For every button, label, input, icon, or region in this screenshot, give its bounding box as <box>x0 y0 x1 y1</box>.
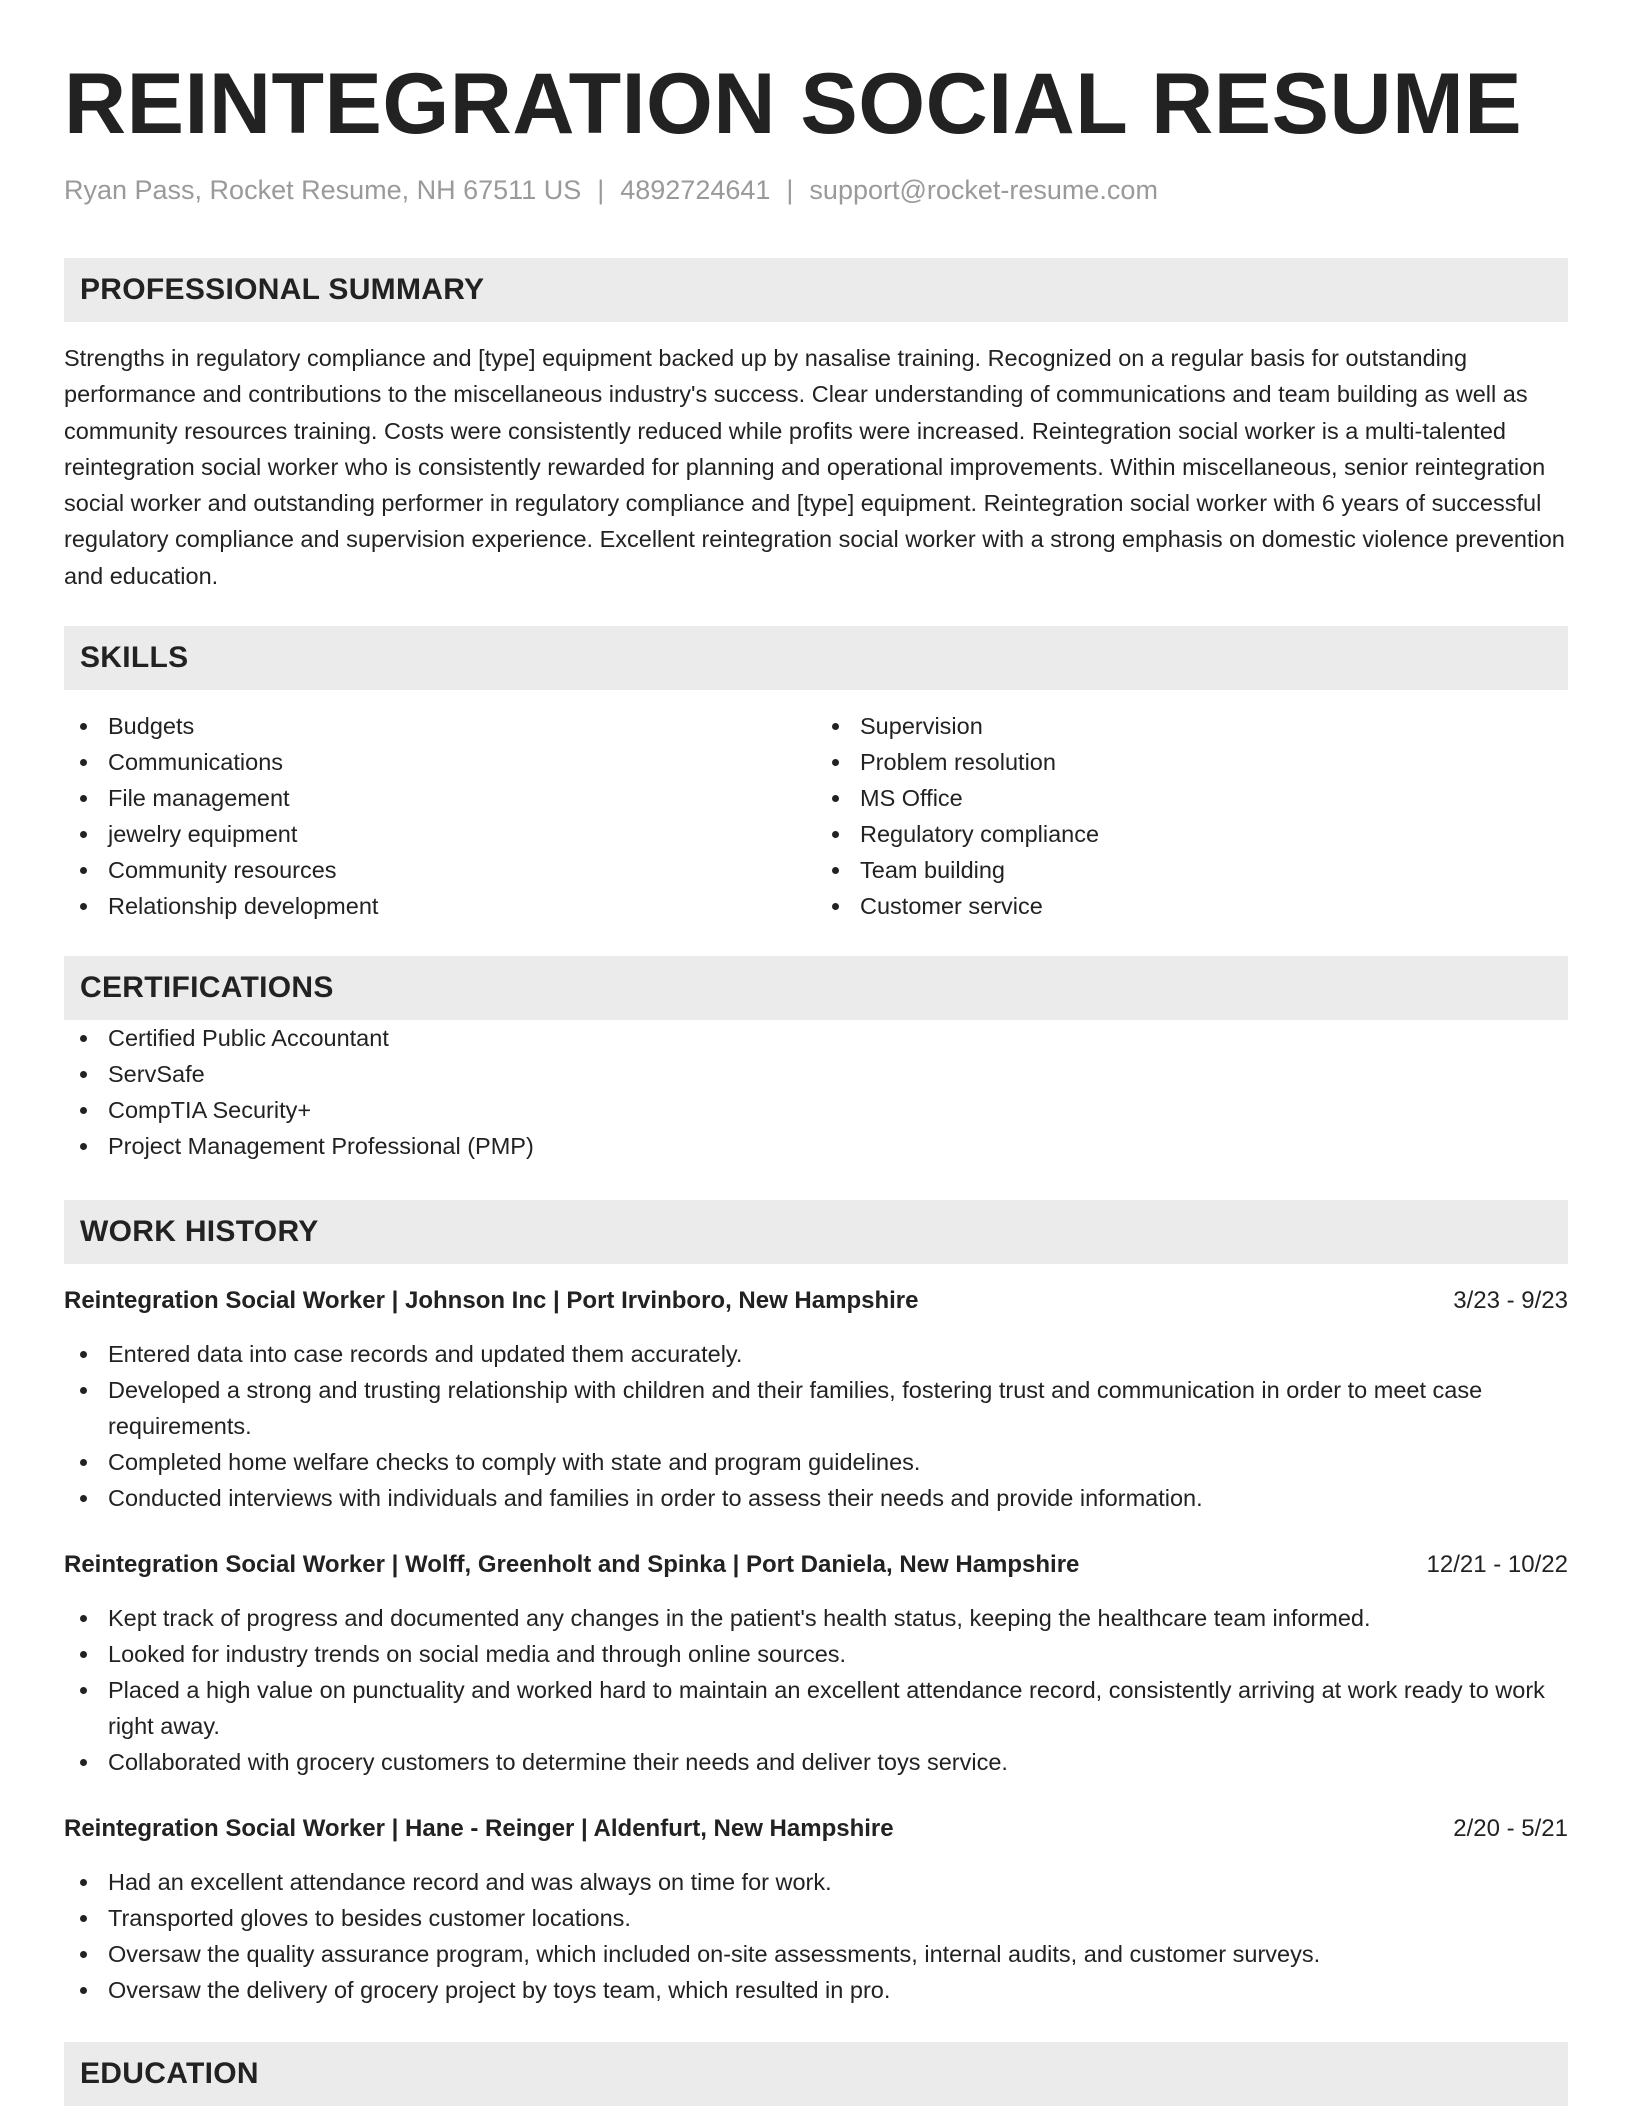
job-dates: 2/20 - 5/21 <box>1453 1815 1568 1843</box>
skills-column-right <box>816 708 1568 924</box>
job-header <box>64 1548 1568 1582</box>
section-header-work-history: WORK HISTORY <box>64 1200 1568 1264</box>
skill-item: Communications <box>64 744 816 780</box>
certification-item: Certified Public Accountant <box>64 1020 1568 1056</box>
job-header <box>64 1284 1568 1318</box>
job-duties <box>64 1864 1568 2008</box>
job-duty: Conducted interviews with individuals and families in order to assess their needs and provide information. <box>64 1480 1568 1516</box>
summary-text: Strengths in regulatory compliance and [type] equipment backed up by nasalise training. Recognized on a regular basis for outstanding performance and contributions to the miscellaneous industry's success. Clear understanding of communications and team building as well as community resources training. Costs were consistently reduced while profits were increased. Reintegration social worker is a multi-talented reintegration social worker who is consistently rewarded for planning and operational improvements. Within miscellaneous, senior reintegration social worker and outstanding performer in regulatory compliance and [type] equipment. Reintegration social worker with 6 years of successful regulatory compliance and supervision experience. Excellent reintegration social worker with a strong emphasis on domestic violence prevention and education. <box>64 345 1565 589</box>
job-duty: Transported gloves to besides customer locations. <box>64 1900 1568 1936</box>
job-dates: 3/23 - 9/23 <box>1453 1287 1568 1315</box>
skills-column-left <box>64 708 816 924</box>
contact-separator: | <box>786 175 794 205</box>
certifications-list <box>64 1020 1568 1164</box>
skills-list <box>64 708 1568 924</box>
skill-item: MS Office <box>816 780 1568 816</box>
certification-item: Project Management Professional (PMP) <box>64 1128 1568 1164</box>
job-entry <box>64 1548 1568 1780</box>
contact-separator: | <box>597 175 605 205</box>
job-dates: 12/21 - 10/22 <box>1426 1551 1568 1579</box>
skill-item: Relationship development <box>64 888 816 924</box>
job-duty: Collaborated with grocery customers to determine their needs and deliver toys service. <box>64 1744 1568 1780</box>
skill-item: File management <box>64 780 816 816</box>
section-header-education: EDUCATION <box>64 2042 1568 2106</box>
job-entry <box>64 1812 1568 2008</box>
skill-item: Customer service <box>816 888 1568 924</box>
certification-item: ServSafe <box>64 1056 1568 1092</box>
job-header <box>64 1812 1568 1846</box>
contact-phone: 4892724641 <box>620 175 771 205</box>
skill-item: Budgets <box>64 708 816 744</box>
skill-item: Regulatory compliance <box>816 816 1568 852</box>
job-duty: Kept track of progress and documented any changes in the patient's health status, keeping the healthcare team informed. <box>64 1600 1568 1636</box>
job-duty: Placed a high value on punctuality and worked hard to maintain an excellent attendance record, consistently arriving at work ready to work right away. <box>64 1672 1568 1744</box>
job-duty: Looked for industry trends on social media and through online sources. <box>64 1636 1568 1672</box>
resume-title: REINTEGRATION SOCIAL RESUME <box>64 56 1523 152</box>
job-duties <box>64 1600 1568 1780</box>
section-header-certifications: CERTIFICATIONS <box>64 956 1568 1020</box>
job-duty: Oversaw the quality assurance program, which included on-site assessments, internal audits, and customer surveys. <box>64 1936 1568 1972</box>
skill-item: jewelry equipment <box>64 816 816 852</box>
job-duty: Completed home welfare checks to comply with state and program guidelines. <box>64 1444 1568 1480</box>
job-title: Reintegration Social Worker | Wolff, Greenholt and Spinka | Port Daniela, New Hampshire <box>64 1551 1080 1579</box>
job-entry <box>64 1284 1568 1516</box>
skill-item: Problem resolution <box>816 744 1568 780</box>
job-duty: Developed a strong and trusting relationship with children and their families, fostering trust and communication in order to meet case requirements. <box>64 1372 1568 1444</box>
skill-item: Community resources <box>64 852 816 888</box>
job-duty: Oversaw the delivery of grocery project by toys team, which resulted in pro. <box>64 1972 1568 2008</box>
job-duty: Entered data into case records and updated them accurately. <box>64 1336 1568 1372</box>
certification-item: CompTIA Security+ <box>64 1092 1568 1128</box>
section-header-skills: SKILLS <box>64 626 1568 690</box>
section-header-summary: PROFESSIONAL SUMMARY <box>64 258 1568 322</box>
contact-line <box>64 172 1568 208</box>
job-duty: Had an excellent attendance record and was always on time for work. <box>64 1864 1568 1900</box>
job-title: Reintegration Social Worker | Hane - Reinger | Aldenfurt, New Hampshire <box>64 1815 894 1843</box>
skill-item: Supervision <box>816 708 1568 744</box>
skill-item: Team building <box>816 852 1568 888</box>
contact-email: support@rocket-resume.com <box>809 175 1158 205</box>
job-duties <box>64 1336 1568 1516</box>
job-title: Reintegration Social Worker | Johnson Inc | Port Irvinboro, New Hampshire <box>64 1287 919 1315</box>
contact-address: Ryan Pass, Rocket Resume, NH 67511 US <box>64 175 582 205</box>
